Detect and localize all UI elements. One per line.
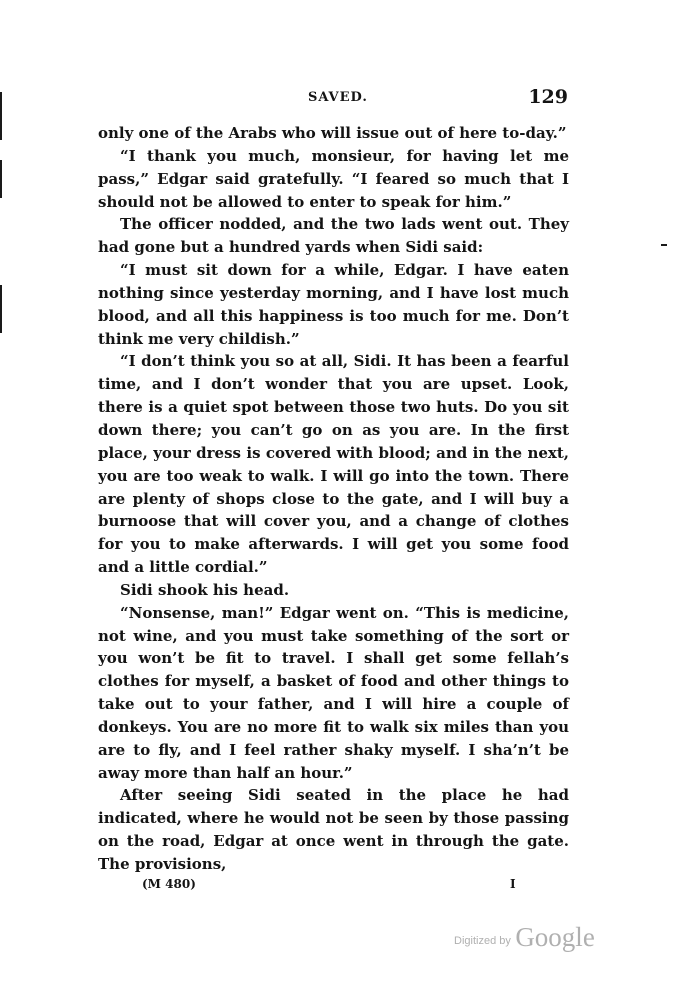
page-footer: [98, 877, 569, 897]
body-text: [98, 122, 569, 876]
left-edge-mark-lower: [0, 285, 2, 333]
paragraph: only one of the Arabs who will issue out of here to-day.”: [98, 124, 567, 142]
right-edge-mark: [661, 244, 667, 246]
google-logo: Google: [515, 922, 595, 952]
paragraph: After seeing Sidi seated in the place he had indicated, where he would not be seen by those passing on the road, Edgar at once went in through the gate. The provisions,: [98, 786, 569, 873]
paragraph: “I must sit down for a while, Edgar. I have eaten nothing since yesterday morning, and I have lost much blood, and all this happiness is too much for me. Don’t think me very childish.”: [98, 261, 569, 348]
paragraph: Sidi shook his head.: [120, 580, 290, 599]
watermark-prefix: Digitized by: [454, 935, 511, 947]
paragraph: “Nonsense, man!” Edgar went on. “This is medicine, not wine, and you must take something of the sort or you won’t be fit to travel. I shall get some fellah’s clothes for myself, a basket of food and other things to take out to your father, and I will hire a couple of donkeys. You are no more fit to walk six miles than you are to fly, and I feel rather shaky myself. I sha’n’t be away more than half an hour.”: [98, 603, 569, 782]
left-edge-mark-top: [0, 92, 2, 140]
signature-mark: I: [510, 877, 516, 891]
paragraph: “I don’t think you so at all, Sidi. It has been a fearful time, and I don’t wonder that you are upset. Look, there is a quiet spot between those two huts. Do you sit down there; you can’t go on as you are. In the first place, your dress is covered with blood; and in the next, you are too weak to walk. I will go into the town. There are plenty of shops close to the gate, and I will buy a burnoose that will cover you, and a change of clothes for you to make afterwards. I will get you some food and a little cordial.”: [98, 352, 569, 577]
running-title: SAVED.: [308, 90, 368, 105]
paragraph: “I thank you much, monsieur, for having let me pass,” Edgar said gratefully. “I feared so much that I should not be allowed to enter to speak for him.”: [98, 146, 569, 211]
digitized-watermark: [454, 922, 595, 953]
printer-signature: (M 480): [142, 877, 196, 891]
page-number: 129: [528, 86, 568, 108]
page-header: [98, 86, 568, 112]
left-edge-mark-middle: [0, 160, 2, 198]
paragraph: The officer nodded, and the two lads went out. They had gone but a hundred yards when Sidi said:: [98, 215, 569, 257]
